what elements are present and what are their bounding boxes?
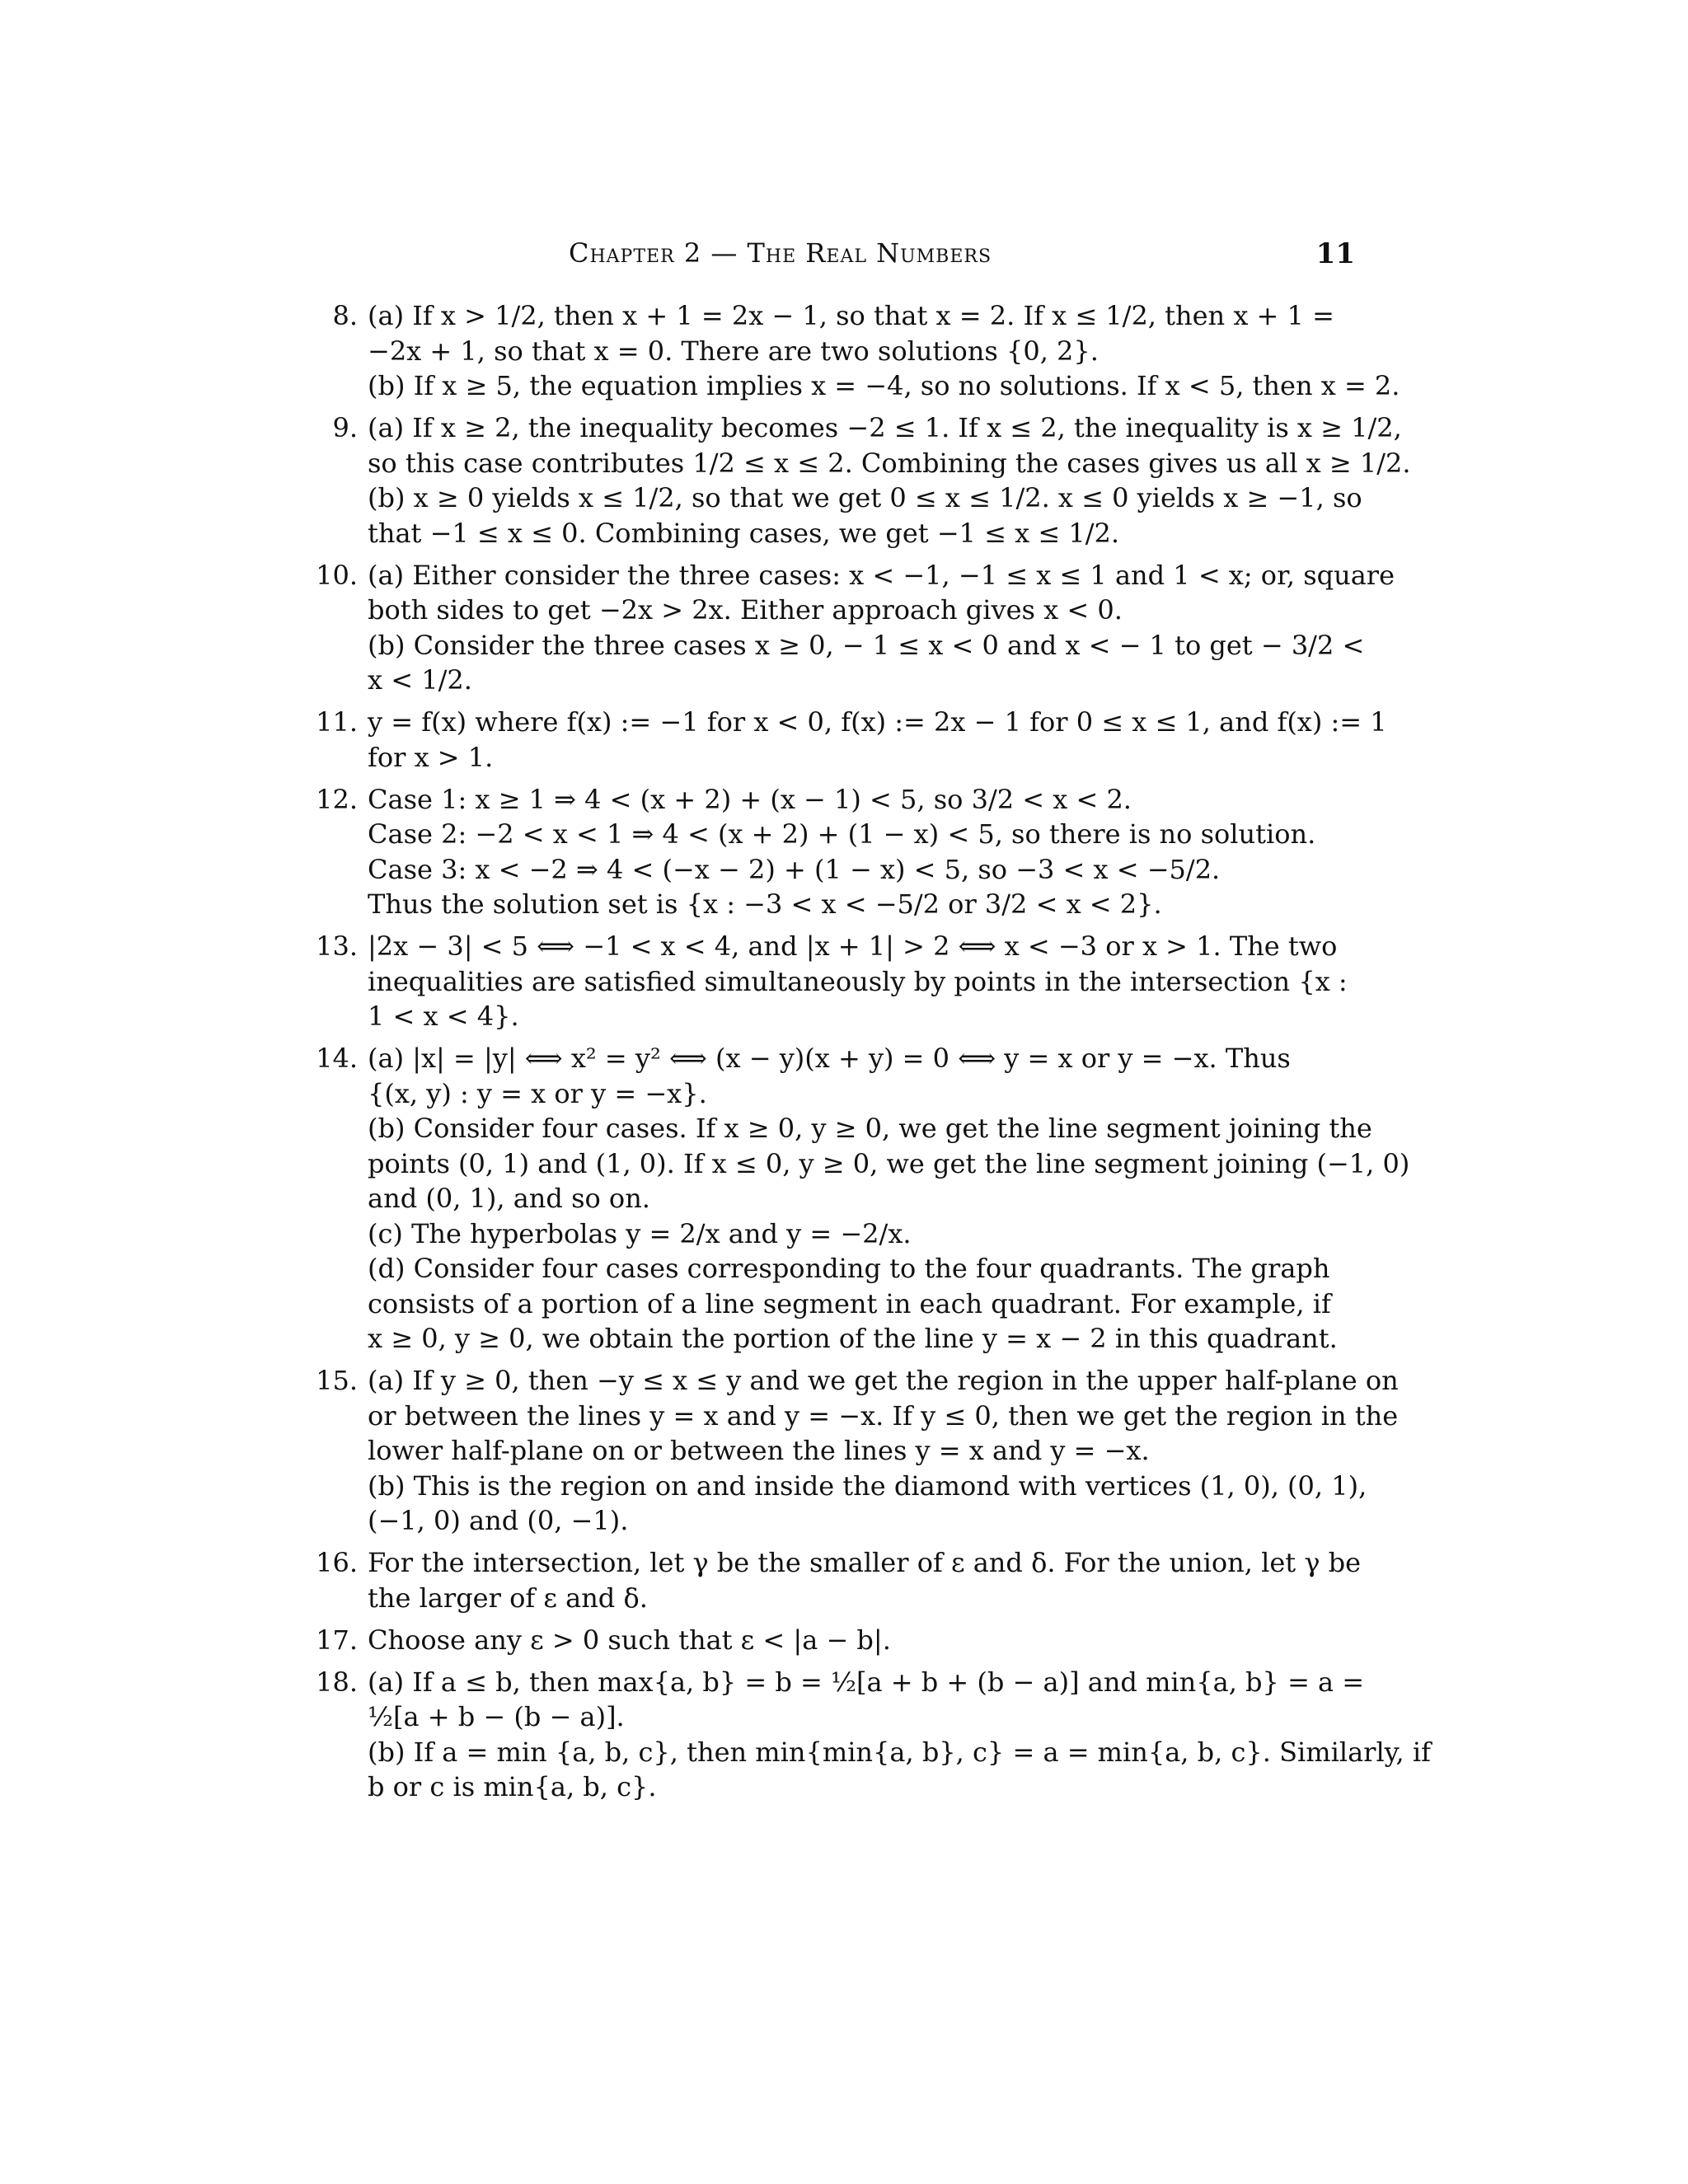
item-gap xyxy=(313,1539,1355,1546)
solution-item xyxy=(313,558,1395,698)
solution-line xyxy=(313,1181,1355,1216)
solution-line xyxy=(313,446,1411,481)
solution-item xyxy=(313,1545,1362,1615)
item-gap xyxy=(313,698,1355,705)
solution-line xyxy=(313,1665,1365,1700)
solution-item xyxy=(313,1041,1410,1357)
solution-line xyxy=(313,1041,1355,1076)
solution-line xyxy=(313,628,1365,663)
item-number: 12. xyxy=(316,783,358,815)
solution-line xyxy=(313,1286,1355,1322)
solution-text: consists of a portion of a line segment in each quadrant. For example, if xyxy=(368,1287,1331,1319)
item-number: 8. xyxy=(332,300,358,331)
solution-text: (b) x ≥ 0 yields x ≤ 1/2, so that we get 0 ≤ x ≤ 1/2. x ≤ 0 yields x ≥ −1, so xyxy=(368,482,1362,513)
solution-text: (c) The hyperbolas y = 2/x and y = −2/x. xyxy=(368,1217,912,1249)
item-number: 16. xyxy=(316,1547,358,1578)
solution-text: for x > 1. xyxy=(368,741,494,773)
solution-line xyxy=(313,368,1400,404)
item-gap xyxy=(313,551,1355,558)
solution-line xyxy=(313,1321,1355,1357)
solution-line xyxy=(313,999,1355,1034)
solution-line xyxy=(313,929,1355,964)
solution-text: (a) If y ≥ 0, then −y ≤ x ≤ y and we get the region in the upper half-plane on xyxy=(368,1365,1399,1396)
solution-line xyxy=(313,593,1355,628)
solution-line xyxy=(313,480,1362,516)
solution-text: {(x, y) : y = x or y = −x}. xyxy=(368,1077,707,1109)
solution-line xyxy=(313,1363,1399,1399)
solution-line xyxy=(313,558,1395,593)
item-number: 11. xyxy=(316,706,358,738)
solutions-list xyxy=(313,298,1431,1805)
solution-item xyxy=(313,782,1355,922)
solution-text: lower half-plane on or between the lines y = x and y = −x. xyxy=(368,1435,1150,1466)
item-number: 17. xyxy=(316,1624,358,1656)
solution-line xyxy=(313,1735,1431,1770)
solution-text: (b) If x ≥ 5, the equation implies x = −4, so no solutions. If x < 5, then x = 2. xyxy=(368,370,1400,401)
solution-text: so this case contributes 1/2 ≤ x ≤ 2. Combining the cases gives us all x ≥ 1/2. xyxy=(368,447,1411,479)
item-gap xyxy=(313,1034,1355,1042)
solution-text: 1 < x < 4}. xyxy=(368,1001,519,1032)
solution-line xyxy=(313,1699,1355,1735)
solution-text: For the intersection, let γ be the smaller of ε and δ. For the union, let γ be xyxy=(368,1547,1362,1578)
solution-line xyxy=(313,663,1355,698)
solution-line xyxy=(313,1581,1355,1616)
solution-text: (b) Consider the three cases x ≥ 0, − 1 ≤ x < 0 and x < − 1 to get − 3/2 < xyxy=(368,629,1365,661)
solution-text: (d) Consider four cases corresponding to the four quadrants. The graph xyxy=(368,1253,1330,1284)
item-number: 18. xyxy=(316,1666,358,1698)
chapter-title: Chapter 2 — The Real Numbers xyxy=(569,237,992,269)
solution-text: |2x − 3| < 5 ⟺ −1 < x < 4, and |x + 1| > 2 ⟺ x < −3 or x > 1. The two xyxy=(368,930,1338,962)
solution-text: points (0, 1) and (1, 0). If x ≤ 0, y ≥ 0, we get the line segment joining (−1, 0) xyxy=(368,1147,1410,1179)
solution-text: Case 3: x < −2 ⇒ 4 < (−x − 2) + (1 − x) < 5, so −3 < x < −5/2. xyxy=(368,853,1221,885)
solution-text: x ≥ 0, y ≥ 0, we obtain the portion of the line y = x − 2 in this quadrant. xyxy=(368,1323,1338,1354)
solution-item xyxy=(313,705,1387,775)
solution-text: (b) This is the region on and inside the diamond with vertices (1, 0), (0, 1), xyxy=(368,1469,1367,1502)
solution-line xyxy=(313,1146,1410,1182)
solution-text: inequalities are satisfied simultaneously by points in the intersection {x : xyxy=(368,965,1348,997)
solution-item xyxy=(313,1363,1399,1539)
solution-text: (a) If x ≥ 2, the inequality becomes −2 ≤ 1. If x ≤ 2, the inequality is x ≥ 1/2, xyxy=(368,412,1402,443)
solution-item xyxy=(313,410,1411,551)
solution-text: (a) If x > 1/2, then x + 1 = 2x − 1, so that x = 2. If x ≤ 1/2, then x + 1 = xyxy=(368,300,1334,331)
solution-text: that −1 ≤ x ≤ 0. Combining cases, we get −1 ≤ x ≤ 1/2. xyxy=(368,517,1120,549)
item-gap xyxy=(313,1657,1355,1665)
solution-text: Choose any ε > 0 such that ε < |a − b|. xyxy=(368,1624,891,1656)
item-gap xyxy=(313,1357,1355,1364)
solution-text: y = f(x) where f(x) := −1 for x < 0, f(x) := 2x − 1 for 0 ≤ x ≤ 1, and f(x) := 1 xyxy=(368,706,1387,738)
solution-line xyxy=(313,1076,1355,1112)
running-header xyxy=(0,237,1688,274)
solution-line xyxy=(313,782,1355,818)
solution-line xyxy=(313,1545,1362,1581)
item-number: 9. xyxy=(332,412,358,443)
solution-item xyxy=(313,929,1355,1034)
solution-line xyxy=(313,1399,1399,1434)
solution-text: −2x + 1, so that x = 0. There are two solutions {0, 2}. xyxy=(368,335,1099,367)
solution-item xyxy=(313,1665,1431,1805)
solution-line xyxy=(313,1469,1367,1504)
solution-line xyxy=(313,964,1355,1000)
item-number: 15. xyxy=(316,1365,358,1396)
item-number: 13. xyxy=(316,930,358,962)
solution-text: (a) |x| = |y| ⟺ x² = y² ⟺ (x − y)(x + y) = 0 ⟺ y = x or y = −x. Thus xyxy=(368,1043,1291,1074)
item-gap xyxy=(313,404,1355,411)
item-gap xyxy=(313,775,1355,782)
solution-line xyxy=(313,1111,1372,1146)
solution-line xyxy=(313,334,1355,369)
solution-line xyxy=(313,887,1355,922)
solution-text: and (0, 1), and so on. xyxy=(368,1183,650,1214)
solution-line xyxy=(313,516,1355,551)
solution-text: (b) Consider four cases. If x ≥ 0, y ≥ 0, we get the line segment joining the xyxy=(368,1113,1372,1144)
solution-text: x < 1/2. xyxy=(368,664,472,696)
item-gap xyxy=(313,922,1355,930)
item-number: 14. xyxy=(316,1043,358,1074)
solution-line xyxy=(313,410,1402,446)
item-gap xyxy=(313,1615,1355,1623)
solution-line xyxy=(313,852,1355,888)
solution-line xyxy=(313,1251,1355,1286)
solution-text: both sides to get −2x > 2x. Either approach gives x < 0. xyxy=(368,594,1123,626)
solution-line xyxy=(313,817,1355,852)
solution-line xyxy=(313,1769,1355,1805)
solution-text: Case 2: −2 < x < 1 ⇒ 4 < (x + 2) + (1 − x) < 5, so there is no solution. xyxy=(368,818,1316,850)
solution-text: ½[a + b − (b − a)]. xyxy=(368,1701,625,1732)
page-number: 11 xyxy=(1315,237,1355,270)
solution-line xyxy=(313,740,1355,776)
solution-line xyxy=(313,1216,1355,1252)
solution-text: (a) Either consider the three cases: x < −1, −1 ≤ x ≤ 1 and 1 < x; or, square xyxy=(368,559,1395,591)
solution-line xyxy=(313,298,1355,334)
solution-text: Case 1: x ≥ 1 ⇒ 4 < (x + 2) + (x − 1) < 5, so 3/2 < x < 2. xyxy=(368,783,1132,815)
solution-line xyxy=(313,1433,1355,1469)
solution-text: (b) If a = min {a, b, c}, then min{min{a, b}, c} = a = min{a, b, c}. Similarly, if xyxy=(368,1736,1431,1768)
solution-text: (a) If a ≤ b, then max{a, b} = b = ½[a + b + (b − a)] and min{a, b} = a = xyxy=(368,1666,1365,1698)
solution-item xyxy=(313,298,1400,404)
solution-line xyxy=(313,1623,1355,1658)
solution-text: the larger of ε and δ. xyxy=(368,1582,648,1614)
solution-line xyxy=(313,705,1387,740)
solution-text: Thus the solution set is {x : −3 < x < −5/2 or 3/2 < x < 2}. xyxy=(368,888,1162,920)
item-number: 10. xyxy=(316,559,358,591)
solution-text: or between the lines y = x and y = −x. If y ≤ 0, then we get the region in the xyxy=(368,1399,1399,1432)
solution-line xyxy=(313,1503,1355,1539)
solution-text: (−1, 0) and (0, −1). xyxy=(368,1505,629,1536)
solution-item xyxy=(313,1623,1355,1658)
solution-text: b or c is min{a, b, c}. xyxy=(368,1771,657,1802)
